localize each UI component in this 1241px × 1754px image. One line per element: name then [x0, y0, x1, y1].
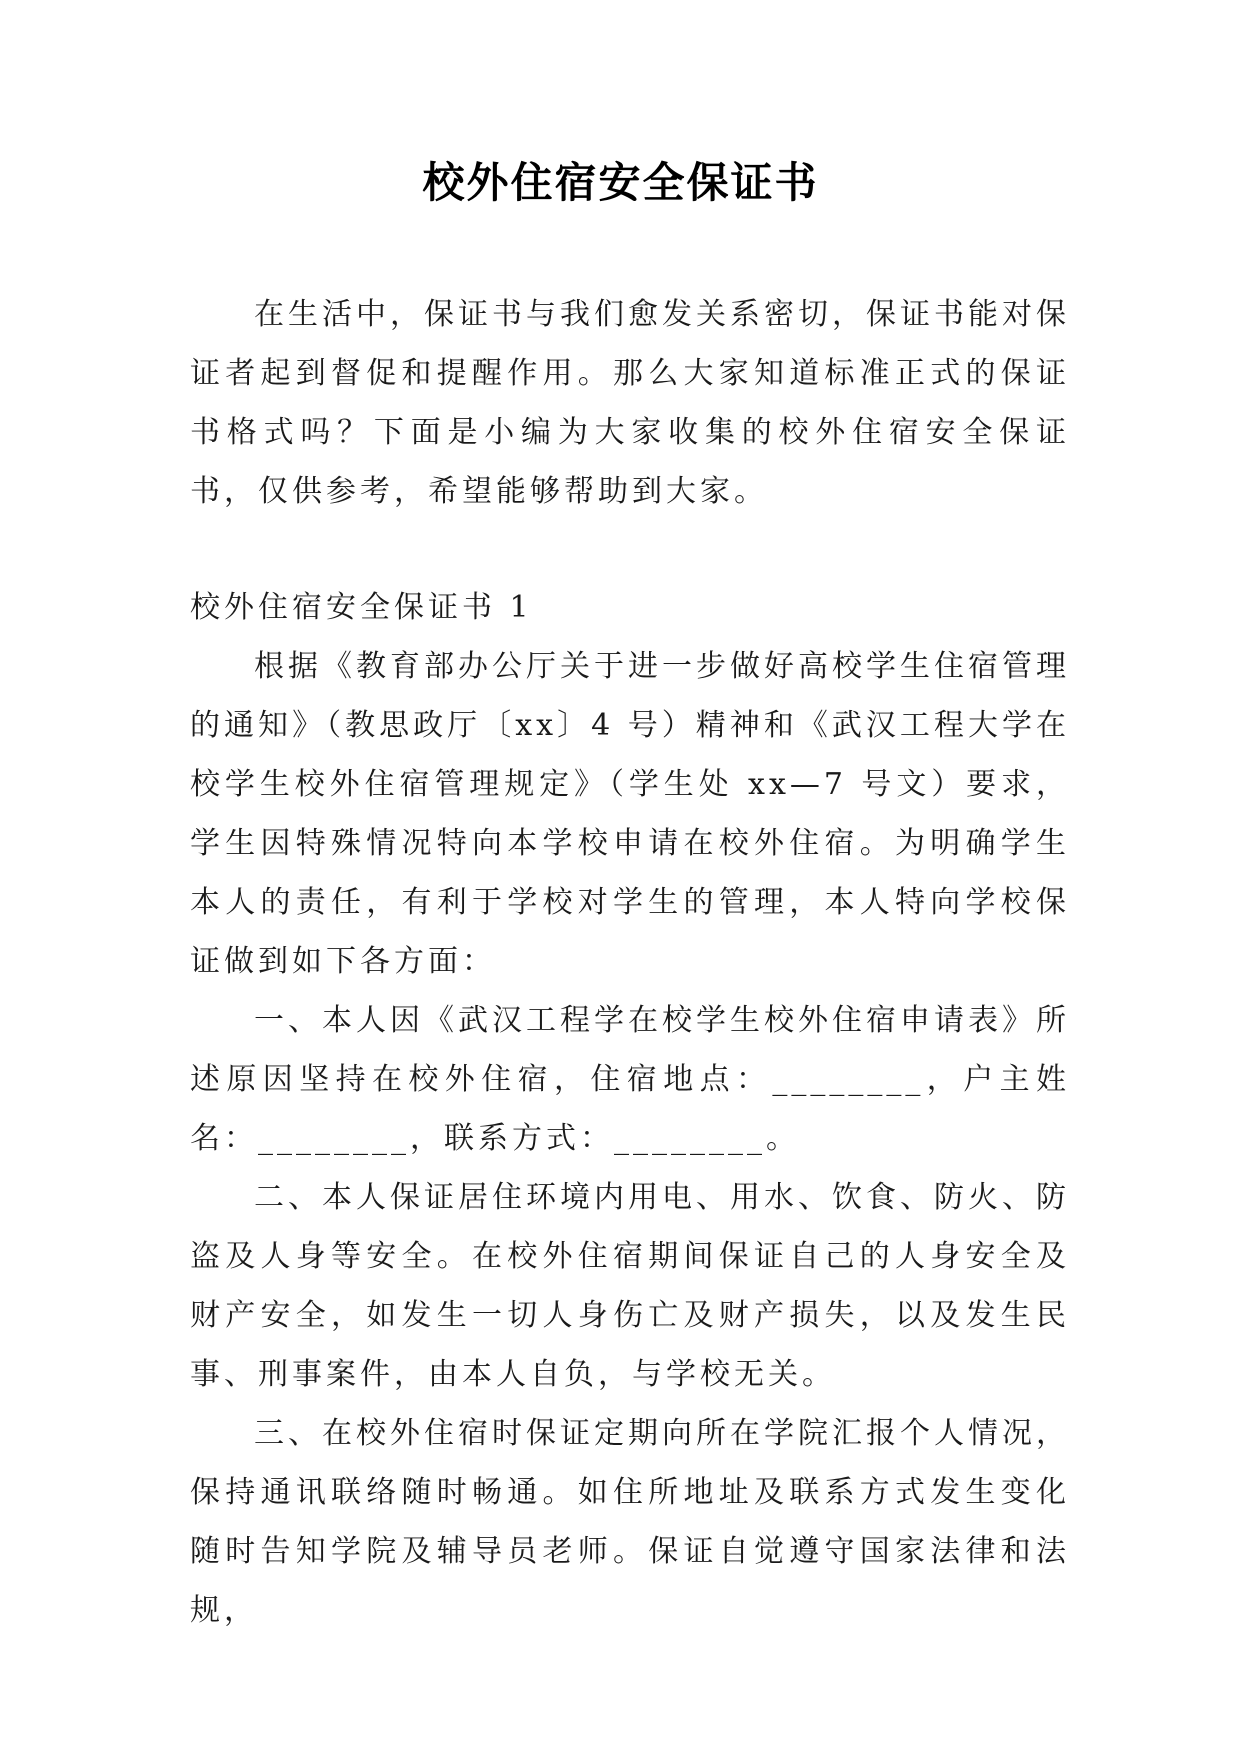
document-title: 校外住宿安全保证书 — [422, 158, 819, 207]
intro-paragraph: 在生活中，保证书与我们愈发关系密切，保证书能对保证者起到督促和提醒作用。那么大家知道标准正式的保证书格式吗？下面是小编为大家收集的校外住宿安全保证书，仅供参考，希望能够帮助到大家。 — [190, 297, 1070, 509]
section-block — [190, 578, 1070, 1640]
section-heading: 校外住宿安全保证书 1 — [190, 590, 533, 625]
body-paragraph: 一、本人因《武汉工程学在校学生校外住宿申请表》所述原因坚持在校外住宿，住宿地点：________，户主姓名：________，联系方式：________。 — [190, 1003, 1070, 1156]
body-paragraph: 二、本人保证居住环境内用电、用水、饮食、防火、防盗及人身等安全。在校外住宿期间保证自己的人身安全及财产安全，如发生一切人身伤亡及财产损失，以及发生民事、刑事案件，由本人自负，与学校无关。 — [190, 1180, 1070, 1392]
body-paragraph: 根据《教育部办公厅关于进一步做好高校学生住宿管理的通知》（教思政厅〔xx〕4 号）精神和《武汉工程大学在校学生校外住宿管理规定》（学生处 xx—7 号文）要求，学生因特殊情况特向本学校申请在校外住宿。为明确学生本人的责任，有利于学校对学生的管理，本人特向学校保证做到如下各方面： — [190, 649, 1070, 979]
body-paragraph: 三、在校外住宿时保证定期向所在学院汇报个人情况，保持通讯联络随时畅通。如住所地址及联系方式发生变化随时告知学院及辅导员老师。保证自觉遵守国家法律和法规， — [190, 1416, 1070, 1628]
intro-block — [190, 285, 1070, 521]
